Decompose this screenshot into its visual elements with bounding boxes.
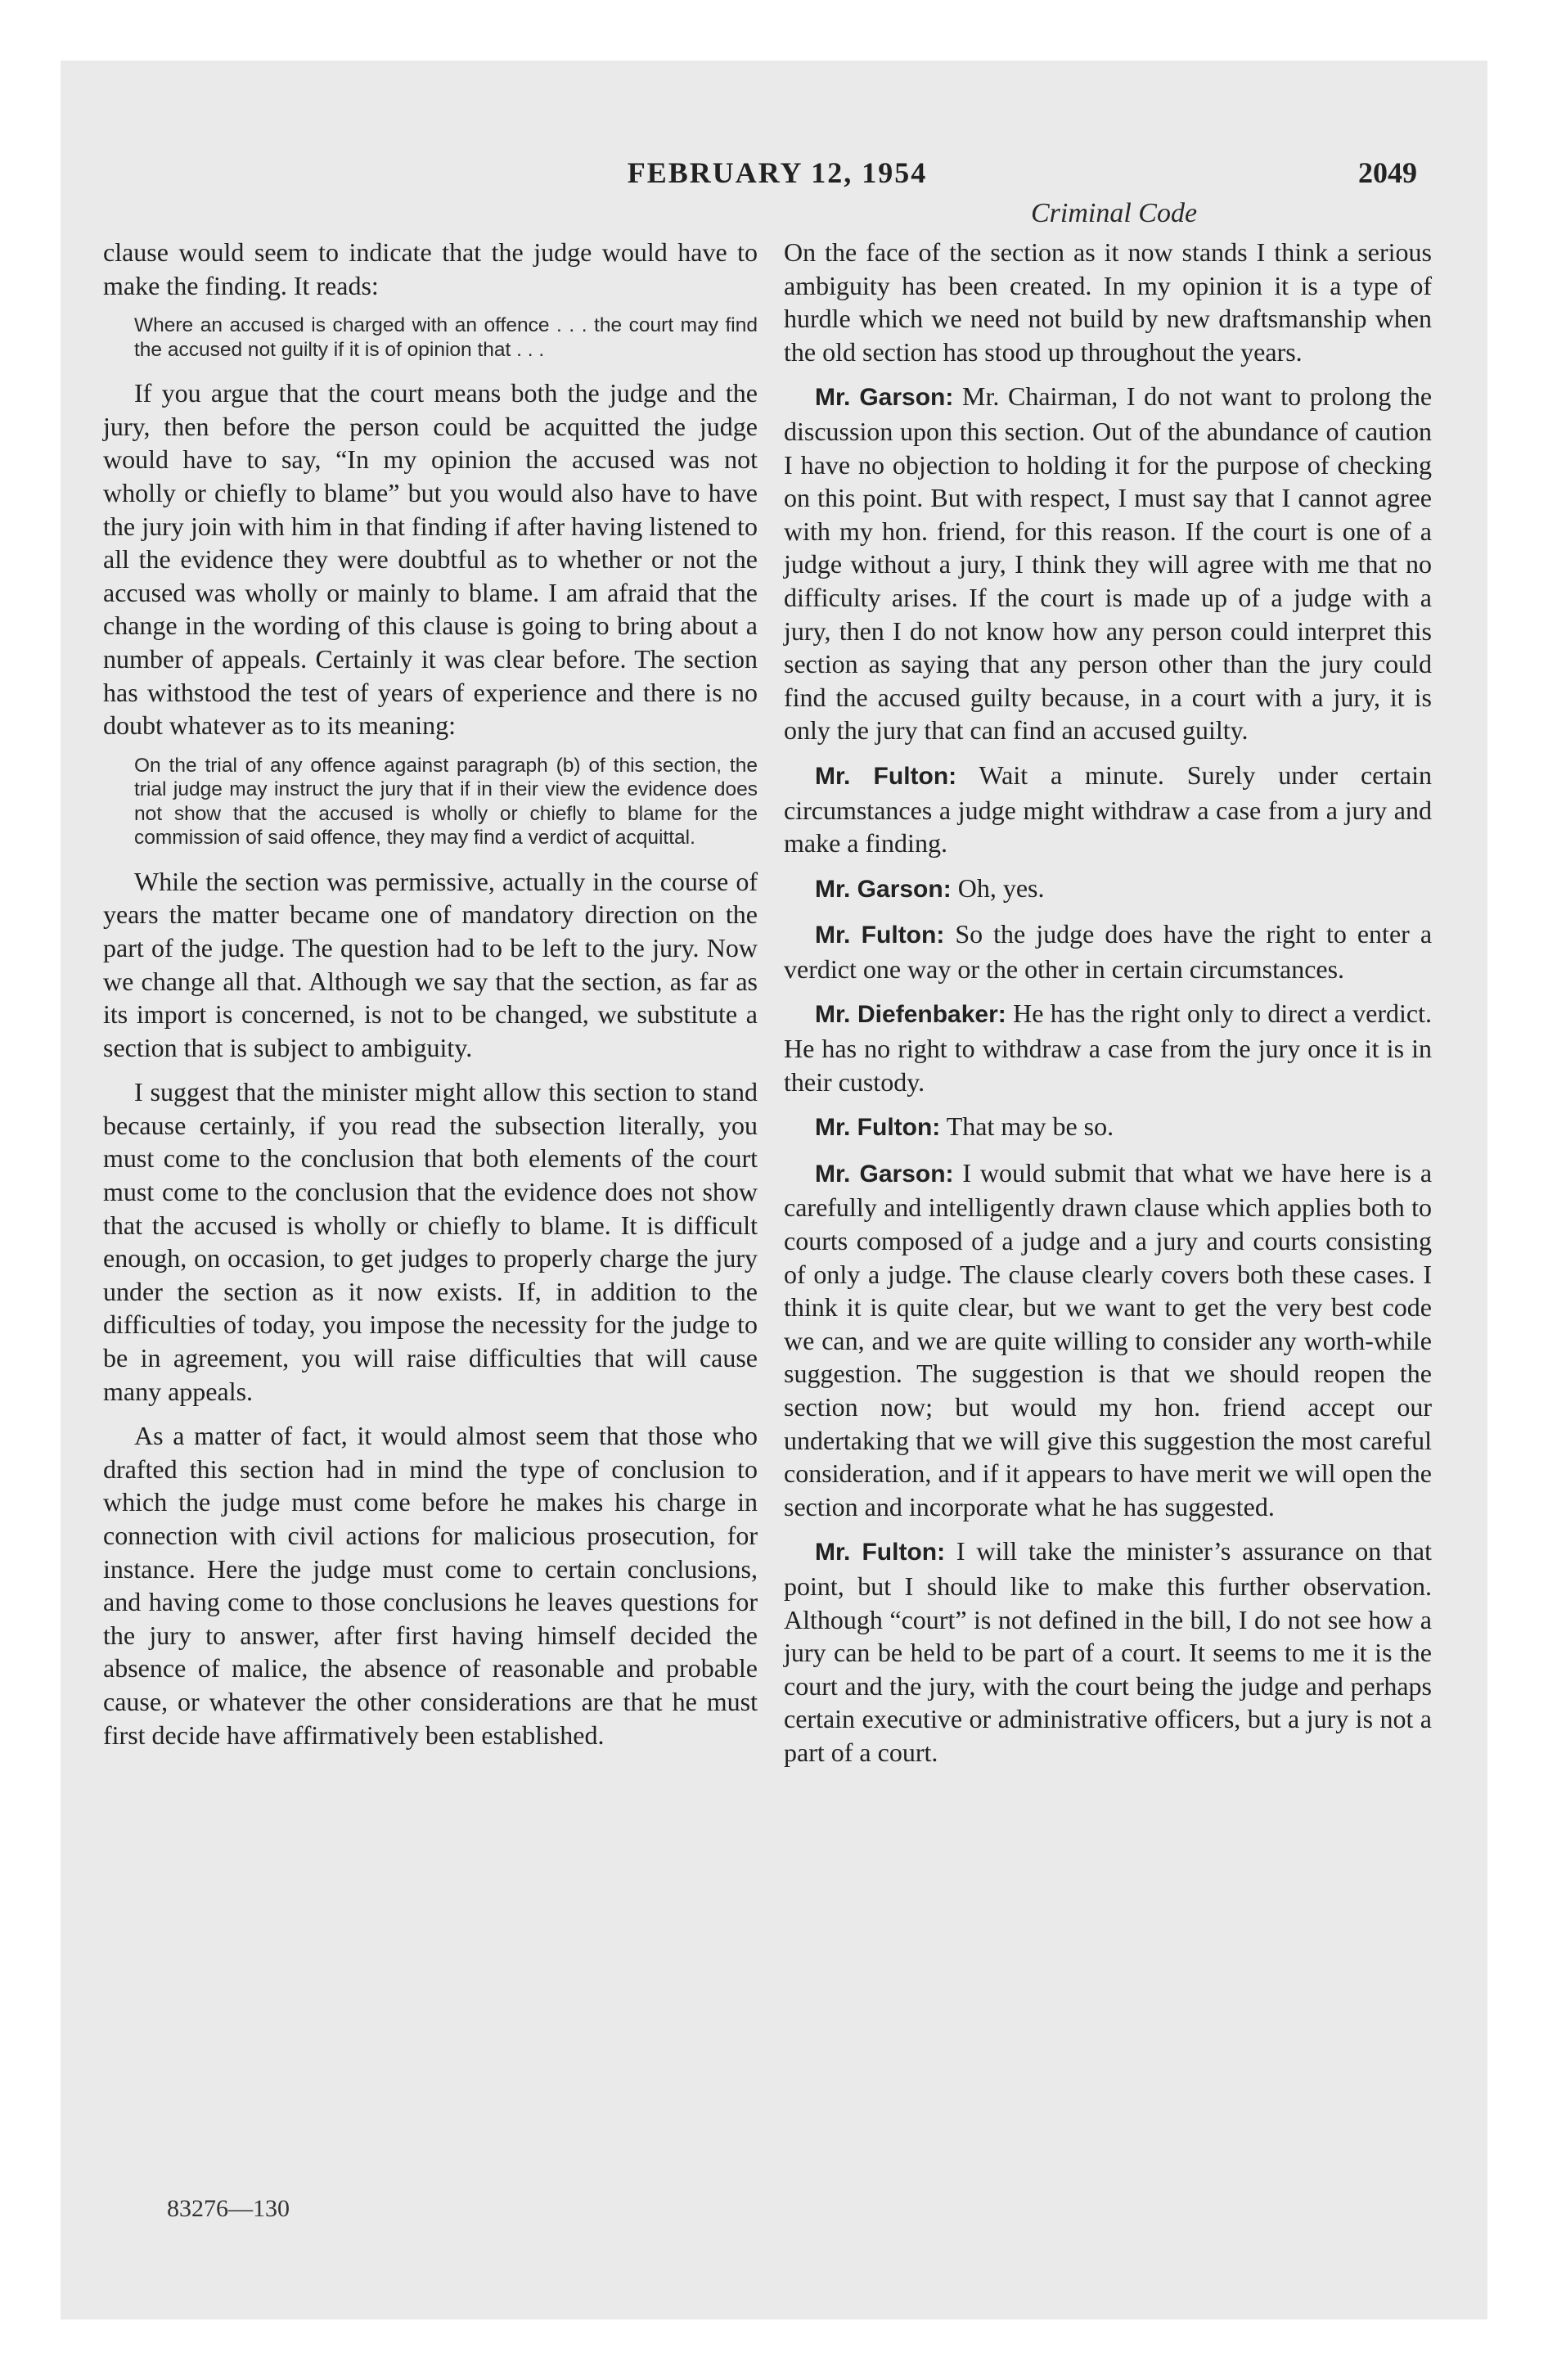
paragraph: I suggest that the minister might allow this section to stand because certainly, if you read the subsection literally, you must come to the conclusion that both elements of the court must come to the conclusion that the evidence does not show that the accused is wholly or chiefly to blame. It is difficult enough, on occasion, to get judges to properly charge the jury under the section as it now exists. If, in addition to the difficulties of today, you impose the necessity for the judge to be in agreement, you will raise difficulties that will cause many appeals. [103, 1077, 758, 1406]
speech-text: I would submit that what we have here is a carefully and intelligently drawn clause which applies both to courts composed of a judge and a jury and courts consisting of only a judge. The clause clearly covers both these cases. I think it is quite clear, but we want to get the very best code we can, and we are quite willing to consider any worth-while suggestion. The suggestion is that we should reopen the section now; but would my hon. friend accept our undertaking that we will give this suggestion the most careful consideration, and if it appears to have merit we will open the section and incorporate what he has suggested. [784, 1157, 1433, 1521]
section-title: Criminal Code [1031, 198, 1198, 228]
speech [784, 917, 1432, 985]
paragraph: On the face of the section as it now stands I think a serious ambiguity has been created. In my opinion it is a type of hurdle which we need not build by new draftsmanship when the old section has stood up throughout the years. [784, 237, 1432, 367]
page-date: FEBRUARY 12, 1954 [627, 156, 928, 189]
speech [784, 759, 1432, 860]
speech [784, 997, 1432, 1098]
speech-text: He has the right only to direct a verdict. He has no right to withdraw a case from the jury once it is in their custody. [784, 998, 1432, 1097]
speaker-name: Mr. Fulton: [815, 762, 957, 790]
speech-text: I will take the minister’s assurance on that point, but I should like to make this further observation. Although “court” is not defined in the bill, I do not see how a jury can be held to be part of a court. It seems to me it is the court and the jury, with the court being the judge and perhaps certain executive or administrative officers, but a jury is not a part of a court. [784, 1536, 1433, 1767]
speech-text: Oh, yes. [957, 872, 1045, 903]
page-header [0, 156, 1548, 205]
paragraph: As a matter of fact, it would almost seem that those who drafted this section had in mind the type of conclusion to which the judge must come before he makes his charge in connection with civil actions for malicious prosecution, for instance. Here the judge must come to certain conclusions, and having come to those conclusions he leaves questions for the jury to answer, after first having himself decided the absence of malice, the absence of reasonable and probable cause, or whatever the other considerations are that he must first decide have affirmatively been established. [103, 1421, 758, 1750]
speaker-name: Mr. Diefenbaker: [815, 1001, 1006, 1029]
speaker-name: Mr. Fulton: [815, 1539, 946, 1566]
left-column [103, 236, 758, 1763]
speech-text: That may be so. [946, 1111, 1114, 1142]
speech [784, 872, 1432, 907]
speaker-name: Mr. Fulton: [815, 1114, 941, 1142]
page-number: 2049 [1358, 156, 1417, 189]
print-code: 83276—130 [167, 2195, 290, 2222]
speech [784, 380, 1432, 747]
speech [784, 1535, 1432, 1769]
speech [784, 1110, 1432, 1145]
speaker-name: Mr. Garson: [815, 1160, 954, 1188]
paragraph: While the section was permissive, actually in the course of years the matter became one of mandatory direction on the part of the judge. The question had to be left to the jury. Now we change all that. Although we say that the section, as far as its import is concerned, is not to be changed, we substitute a section that is subject to ambiguity. [103, 866, 758, 1062]
paragraph: If you argue that the court means both the judge and the jury, then before the person could be acquitted the judge would have to say, “In my opinion the accused was not wholly or chiefly to blame” but you would also have to have the jury join with him in that finding if after having listened to all the evidence they were doubtful as to whether or not the accused was wholly or mainly to blame. I am afraid that the change in the wording of this clause is going to bring about a number of appeals. Certainly it was clear before. The section has withstood the test of years of experience and there is no doubt whatever as to its meaning: [103, 378, 758, 741]
speaker-name: Mr. Fulton: [815, 922, 945, 949]
speech-text: Mr. Chairman, I do not want to prolong the discussion upon this section. Out of the abundance of caution I have no objection to holding it for the purpose of checking on this point. But with respect, I must say that I cannot agree with my hon. friend, for this reason. If the court is one of a judge without a jury, I think they will agree with me that no difficulty arises. If the court is made up of a judge with a jury, then I do not know how any person could interpret this section as saying that any person other than the jury could find the accused guilty because, in a court with a jury, it is only the jury that can find an accused guilty. [784, 381, 1433, 746]
speaker-name: Mr. Garson: [815, 875, 952, 903]
speaker-name: Mr. Garson: [815, 384, 954, 412]
quotation: Where an accused is charged with an offence . . . the court may find the accused not guilty if it is of opinion that . . . [134, 314, 758, 361]
quotation: On the trial of any offence against paragraph (b) of this section, the trial judge may instruct the jury that if in their view the evidence does not show that the accused is wholly or chiefly to blame for the commission of said offence, they may find a verdict of acquittal. [134, 754, 758, 850]
speech [784, 1156, 1432, 1524]
paragraph: clause would seem to indicate that the judge would have to make the finding. It reads: [103, 237, 758, 300]
speech-text: So the judge does have the right to enter a verdict one way or the other in certain circumstances. [784, 919, 1433, 984]
speech-text: Wait a minute. Surely under certain circumstances a judge might withdraw a case from a jury and make a finding. [784, 760, 1432, 859]
right-column [784, 236, 1432, 1781]
